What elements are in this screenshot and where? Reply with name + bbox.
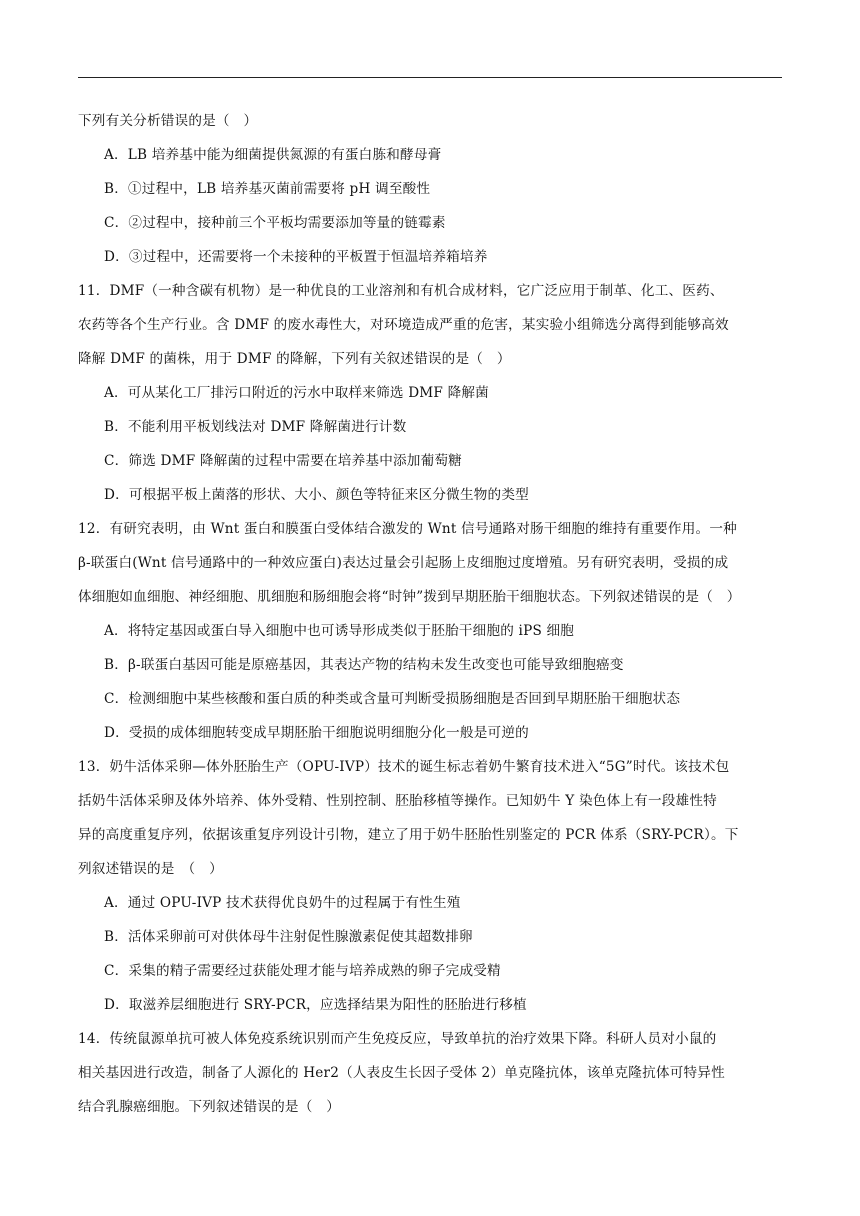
q14-stem-line: 相关基因进行改造，制备了人源化的 Her2（人表皮生长因子受体 2）单克隆抗体，该单克隆抗体可特异性 bbox=[78, 1065, 725, 1081]
q10-option-d: D．③过程中，还需要将一个未接种的平板置于恒温培养箱培养 bbox=[104, 249, 488, 265]
q11-option-a: A．可从某化工厂排污口附近的污水中取样来筛选 DMF 降解菌 bbox=[104, 385, 489, 401]
q11-stem-line: 11．DMF（一种含碳有机物）是一种优良的工业溶剂和有机合成材料，它广泛应用于制革、化工、医药、 bbox=[78, 283, 724, 299]
q12-stem-line: 12．有研究表明，由 Wnt 蛋白和膜蛋白受体结合激发的 Wnt 信号通路对肠干细胞的维持有重要作用。一种 bbox=[78, 521, 737, 537]
q11-option-b: B．不能利用平板划线法对 DMF 降解菌进行计数 bbox=[104, 419, 407, 435]
q13-stem-line: 异的高度重复序列，依据该重复序列设计引物，建立了用于奶牛胚胎性别鉴定的 PCR 体系（SRY-PCR）。下 bbox=[78, 827, 739, 843]
q11-stem-line: 农药等各个生产行业。含 DMF 的废水毒性大，对环境造成严重的危害，某实验小组筛选分离得到能够高效 bbox=[78, 317, 729, 333]
q13-stem-line: 列叙述错误的是 （ ） bbox=[78, 861, 223, 877]
q10-option-a: A．LB 培养基中能为细菌提供氮源的有蛋白胨和酵母膏 bbox=[104, 147, 442, 163]
q12-stem-line: 体细胞如血细胞、神经细胞、肌细胞和肠细胞会将“时钟”拨到早期胚胎干细胞状态。下列叙述错误的是（ ） bbox=[78, 589, 741, 605]
q14-stem-line: 14．传统鼠源单抗可被人体免疫系统识别而产生免疫反应，导致单抗的治疗效果下降。科研人员对小鼠的 bbox=[78, 1031, 717, 1047]
q12-option-b: B．β-联蛋白基因可能是原癌基因，其表达产物的结构未发生改变也可能导致细胞癌变 bbox=[104, 657, 624, 673]
header-rule bbox=[78, 77, 782, 78]
q10-prompt: 下列有关分析错误的是（ ） bbox=[78, 113, 258, 129]
q12-option-d: D．受损的成体细胞转变成早期胚胎干细胞说明细胞分化一般是可逆的 bbox=[104, 725, 529, 741]
q13-option-a: A．通过 OPU-IVP 技术获得优良奶牛的过程属于有性生殖 bbox=[104, 895, 461, 911]
q11-stem-line: 降解 DMF 的菌株，用于 DMF 的降解，下列有关叙述错误的是（ ） bbox=[78, 351, 511, 367]
q11-option-d: D．可根据平板上菌落的形状、大小、颜色等特征来区分微生物的类型 bbox=[104, 487, 529, 503]
q13-stem-line: 括奶牛活体采卵及体外培养、体外受精、性别控制、胚胎移植等操作。已知奶牛 Y 染色体上有一段雄性特 bbox=[78, 793, 717, 809]
q13-option-d: D．取滋养层细胞进行 SRY-PCR，应选择结果为阳性的胚胎进行移植 bbox=[104, 997, 527, 1013]
q12-option-c: C．检测细胞中某些核酸和蛋白质的种类或含量可判断受损肠细胞是否回到早期胚胎干细胞状态 bbox=[104, 691, 681, 707]
q10-option-b: B．①过程中，LB 培养基灭菌前需要将 pH 调至酸性 bbox=[104, 181, 431, 197]
q13-stem-line: 13．奶牛活体采卵—体外胚胎生产（OPU-IVP）技术的诞生标志着奶牛繁育技术进入“5G”时代。该技术包 bbox=[78, 759, 730, 775]
q13-option-b: B．活体采卵前可对供体母牛注射促性腺激素促使其超数排卵 bbox=[104, 929, 473, 945]
q10-option-c: C．②过程中，接种前三个平板均需要添加等量的链霉素 bbox=[104, 215, 446, 231]
q13-option-c: C．采集的精子需要经过获能处理才能与培养成熟的卵子完成受精 bbox=[104, 963, 501, 979]
q12-option-a: A．将特定基因或蛋白导入细胞中也可诱导形成类似于胚胎干细胞的 iPS 细胞 bbox=[104, 623, 575, 639]
q12-stem-line: β-联蛋白(Wnt 信号通路中的一种效应蛋白)表达过量会引起肠上皮细胞过度增殖。另有研究表明，受损的成 bbox=[78, 555, 729, 571]
q11-option-c: C．筛选 DMF 降解菌的过程中需要在培养基中添加葡萄糖 bbox=[104, 453, 462, 469]
q14-stem-line: 结合乳腺癌细胞。下列叙述错误的是（ ） bbox=[78, 1099, 341, 1115]
